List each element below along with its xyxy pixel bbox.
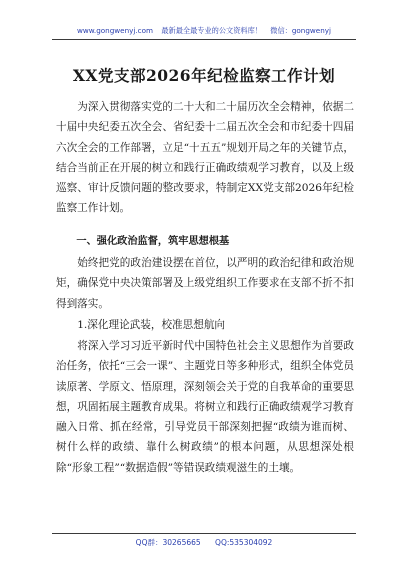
header-wechat: 微信：gongwenyj xyxy=(270,26,332,35)
page-footer xyxy=(52,537,356,548)
header-website-link[interactable]: www.gongwenyj.com xyxy=(76,26,154,35)
footer-qq: QQ:535304092 xyxy=(215,538,273,547)
footer-divider xyxy=(52,533,356,534)
section-paragraph: 始终把党的政治建设摆在首位，以严明的政治纪律和政治规矩，确保党中央决策部署及上级党组织工作要求在支部不折不扣得到落实。 xyxy=(56,257,354,310)
section-heading: 一、强化政治监督，筑牢思想根基 xyxy=(76,236,230,247)
intro-paragraph: 为深入贯彻落实党的二十大和二十届历次全会精神，依据二十届中央纪委五次全会、省纪委十二届五次全会和市纪委十四届六次全会的工作部署，立足“十五五”规划开局之年的关键节点，结合当前正在开展的树立和践行正确政绩观学习教育，以及上级巡察、审计反馈问题的整改要求，特制定XX党支部2026年纪检监察工作计划。 xyxy=(56,101,354,215)
document-title: XX党支部2026年纪检监察工作计划 xyxy=(72,66,336,85)
subsection-paragraph: 将深入学习习近平新时代中国特色社会主义思想作为首要政治任务，依托“三会一课”、主题党日等多种形式，组织全体党员读原著、学原文、悟原理，深刻领会关于党的自我革命的重要思想，巩固拓展主题教育成果。将树立和践行正确政绩观学习教育融入日常、抓在经常，引导党员干部深刻把握“政绩为谁而树、树什么样的政绩、靠什么树政绩”的根本问题，从思想深处根除“形象工程”“数据造假”等错误政绩观滋生的土壤。 xyxy=(56,340,354,474)
footer-qq-group: QQ群：30265665 xyxy=(135,538,201,547)
subsection-heading: 1.深化理论武装，校准思想航向 xyxy=(77,319,226,331)
page-header xyxy=(52,26,356,36)
header-divider xyxy=(52,39,356,40)
header-slogan: 最新最全最专业的公文资料库！ xyxy=(161,26,262,35)
